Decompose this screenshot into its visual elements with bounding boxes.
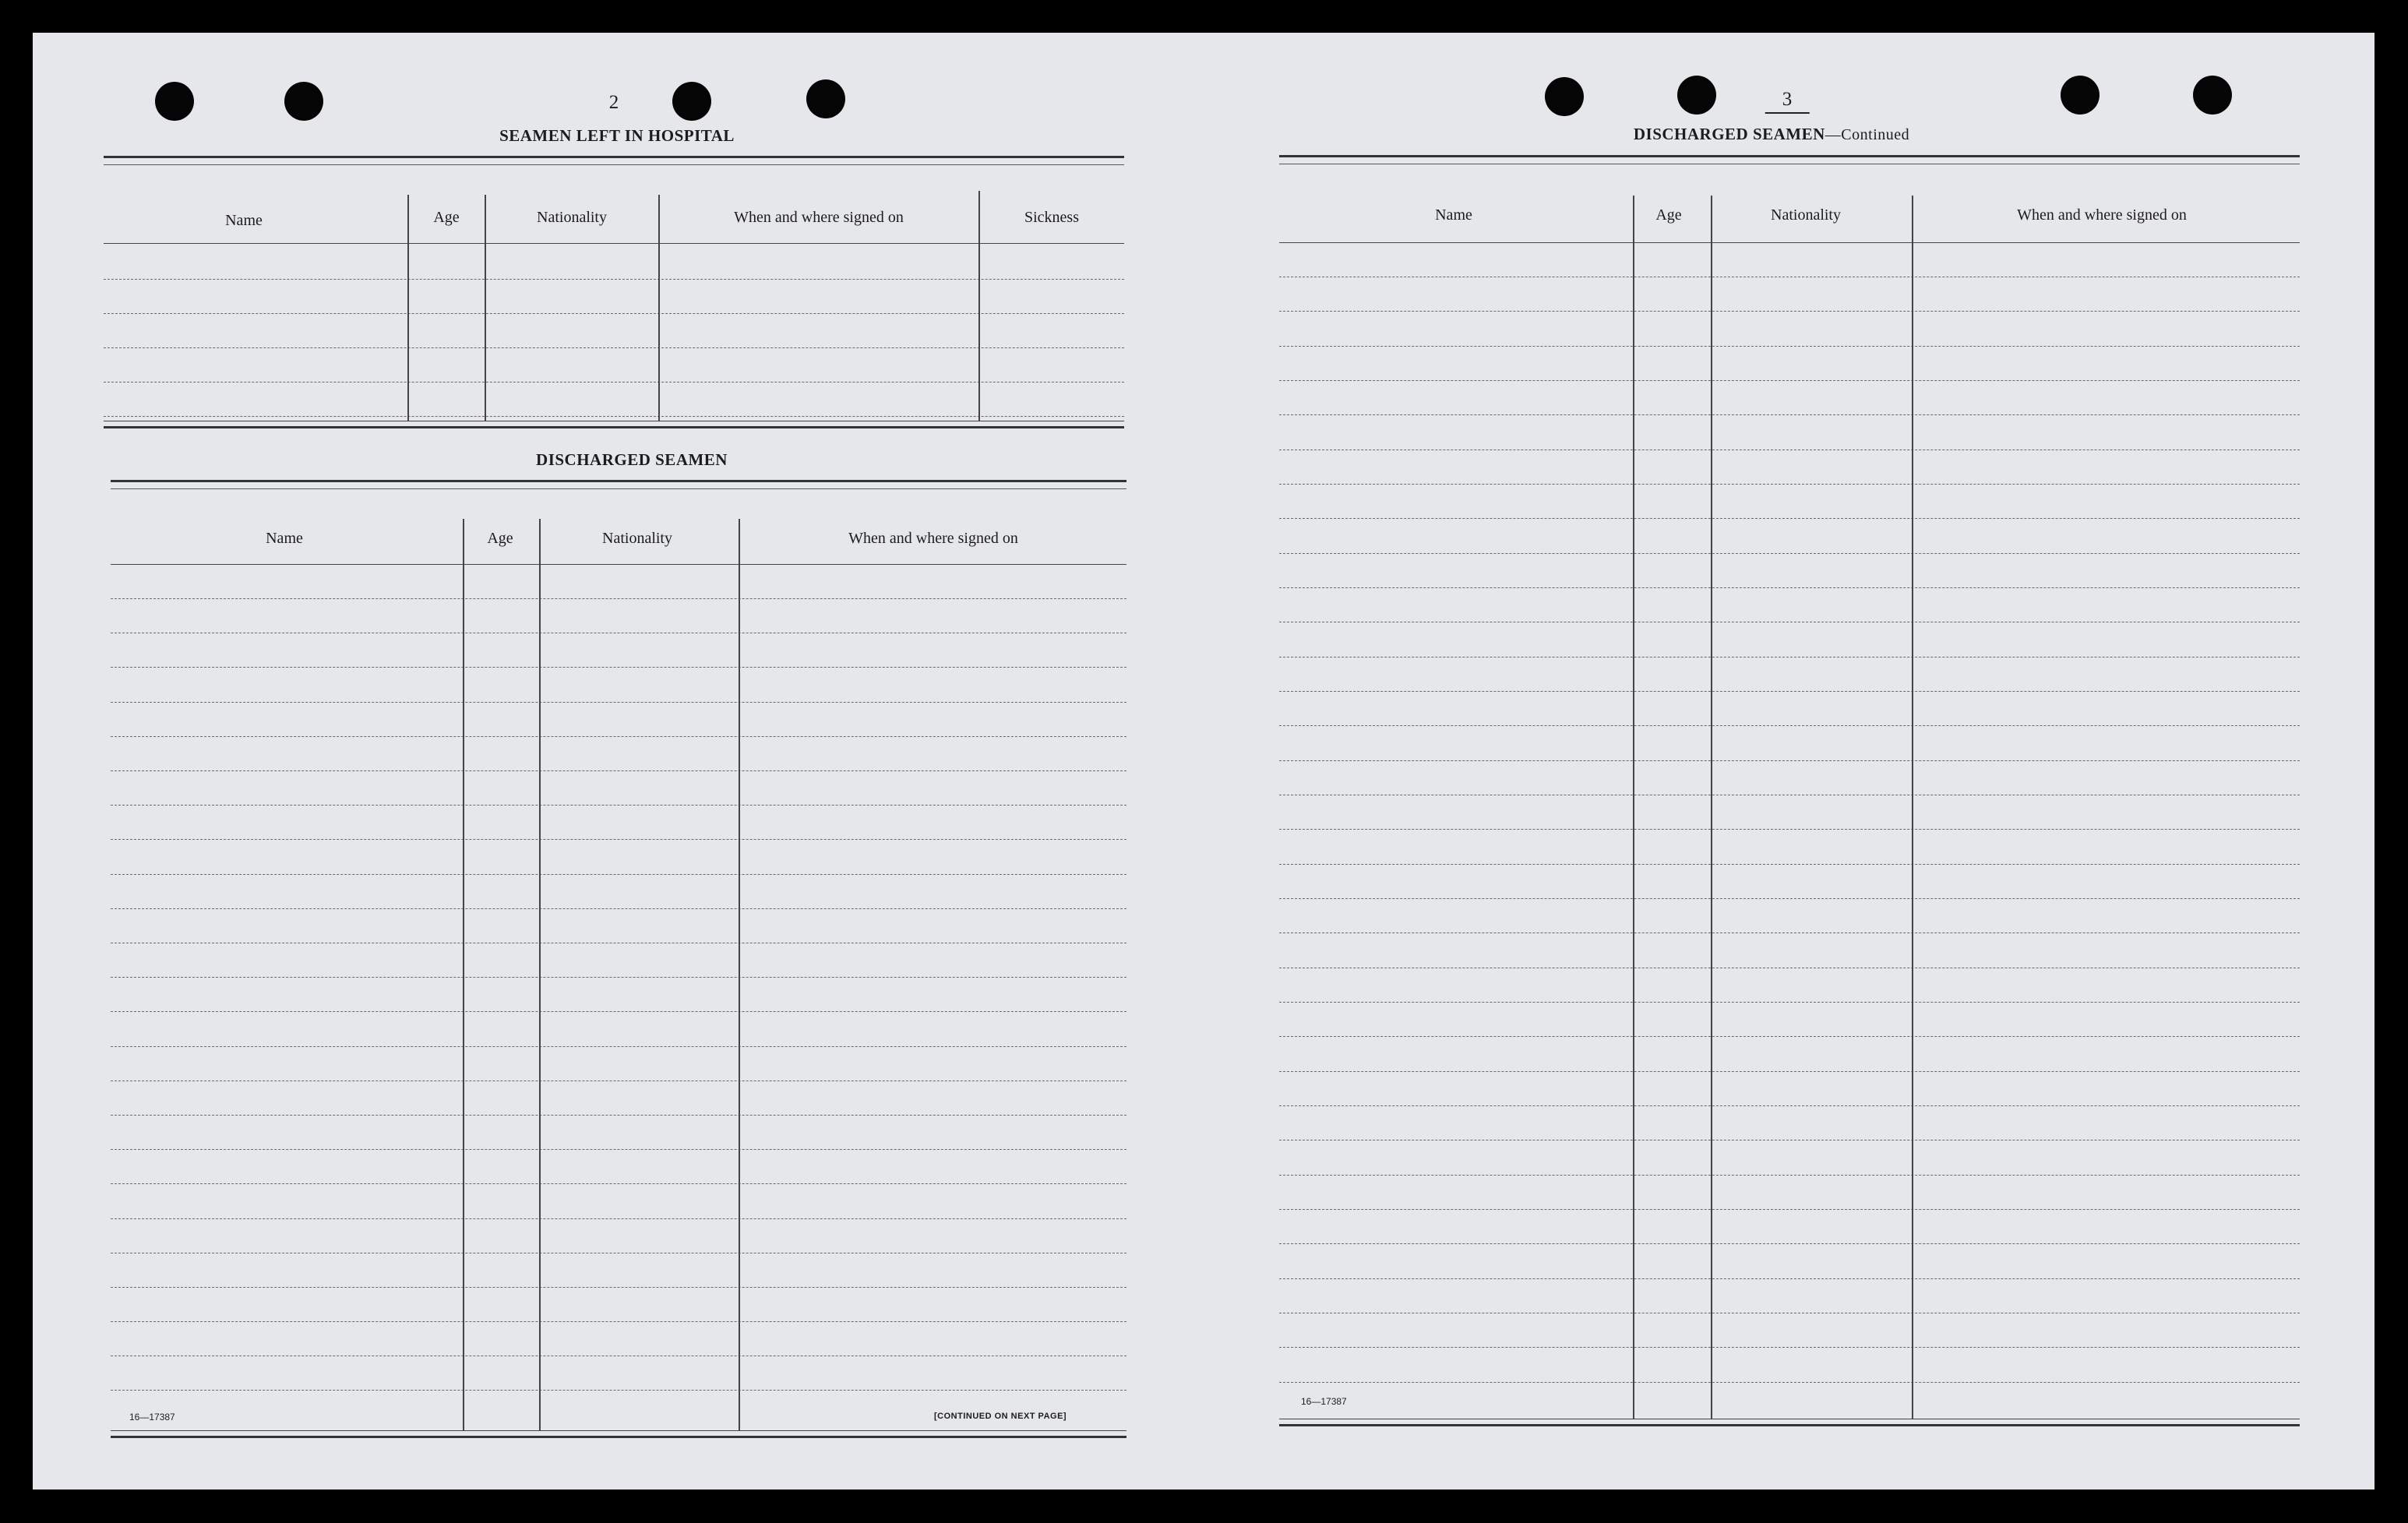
discharged-table	[111, 480, 1126, 1438]
punch-hole	[284, 82, 323, 121]
table-row	[104, 416, 1124, 417]
header-name: Name	[225, 212, 263, 229]
column-divider	[463, 519, 464, 1430]
table-row	[1279, 311, 2300, 312]
table-row	[111, 1115, 1126, 1116]
table-row	[104, 347, 1124, 348]
hospital-table	[104, 156, 1124, 428]
header-rule	[104, 243, 1124, 244]
table-row	[1279, 1278, 2300, 1279]
table-bottom-rule	[104, 421, 1124, 428]
punch-hole	[672, 82, 711, 121]
table-row	[1279, 1071, 2300, 1072]
punch-hole	[1677, 76, 1716, 115]
table-top-rule	[104, 156, 1124, 165]
page-number-right: 3	[1765, 89, 1810, 114]
table-bottom-rule	[1279, 1419, 2300, 1426]
column-divider	[1912, 196, 1913, 1419]
table-row	[1279, 380, 2300, 381]
table-row	[111, 598, 1126, 599]
table-row	[111, 770, 1126, 771]
table-row	[1279, 518, 2300, 519]
table-top-rule	[111, 480, 1126, 489]
table-row	[1279, 760, 2300, 761]
header-nationality: Nationality	[1771, 206, 1841, 224]
header-age: Age	[487, 530, 513, 547]
punch-hole	[1545, 77, 1584, 116]
table-row	[1279, 1105, 2300, 1106]
column-divider	[485, 195, 486, 421]
table-row	[1279, 829, 2300, 830]
column-divider	[1633, 196, 1634, 1419]
header-nationality: Nationality	[602, 530, 672, 547]
header-age: Age	[1655, 206, 1682, 224]
header-rule	[1279, 242, 2300, 243]
discharged-continued-table	[1279, 155, 2300, 1428]
table-row	[111, 839, 1126, 840]
table-row	[1279, 1036, 2300, 1037]
table-row	[1279, 864, 2300, 865]
section-title-hospital: SEAMEN LEFT IN HOSPITAL	[499, 126, 735, 145]
section-title-discharged: DISCHARGED SEAMEN	[536, 450, 728, 469]
table-row	[111, 1011, 1126, 1012]
column-divider	[978, 191, 980, 421]
table-row	[1279, 725, 2300, 726]
continued-note: [CONTINUED ON NEXT PAGE]	[934, 1412, 1067, 1421]
table-row	[1279, 1382, 2300, 1383]
table-row	[1279, 449, 2300, 450]
punch-hole	[2193, 76, 2232, 115]
table-row	[111, 805, 1126, 806]
table-row	[1279, 691, 2300, 692]
form-number-right: 16—17387	[1301, 1396, 1347, 1407]
table-row	[1279, 553, 2300, 554]
header-sickness: Sickness	[1024, 209, 1079, 226]
table-row	[111, 908, 1126, 909]
header-age: Age	[433, 209, 460, 226]
table-row	[1279, 1209, 2300, 1210]
table-row	[1279, 1002, 2300, 1003]
form-number-left: 16—17387	[129, 1412, 175, 1423]
table-top-rule	[1279, 155, 2300, 164]
section-title-suffix: —Continued	[1825, 126, 1910, 143]
table-row	[1279, 1243, 2300, 1244]
table-row	[1279, 414, 2300, 415]
table-row	[1279, 587, 2300, 588]
table-row	[1279, 346, 2300, 347]
table-row	[1279, 932, 2300, 933]
header-signed-on: When and where signed on	[848, 530, 1018, 547]
punch-hole	[155, 82, 194, 121]
column-divider	[539, 519, 541, 1430]
document-sheet	[33, 33, 2375, 1490]
table-row	[111, 1287, 1126, 1288]
table-row	[111, 1218, 1126, 1219]
header-rule	[111, 564, 1126, 565]
header-nationality: Nationality	[537, 209, 607, 226]
table-row	[1279, 1347, 2300, 1348]
table-bottom-rule	[111, 1430, 1126, 1438]
table-row	[1279, 898, 2300, 899]
section-title-text: DISCHARGED SEAMEN	[1633, 125, 1825, 143]
table-row	[104, 313, 1124, 314]
table-row	[111, 667, 1126, 668]
table-row	[111, 977, 1126, 978]
table-row	[111, 874, 1126, 875]
table-row	[1279, 484, 2300, 485]
header-signed-on: When and where signed on	[734, 209, 904, 226]
table-row	[1279, 1175, 2300, 1176]
punch-hole	[2061, 76, 2100, 115]
table-row	[104, 382, 1124, 383]
section-title-discharged-continued	[1634, 125, 1909, 144]
column-divider	[658, 195, 660, 421]
table-row	[111, 1046, 1126, 1047]
page-number-left: 2	[608, 92, 619, 113]
table-row	[111, 1183, 1126, 1184]
header-name: Name	[1435, 206, 1472, 224]
column-divider	[739, 519, 740, 1430]
table-row	[104, 279, 1124, 280]
table-row	[111, 1149, 1126, 1150]
header-name: Name	[266, 530, 303, 547]
table-row	[111, 702, 1126, 703]
column-divider	[1711, 196, 1712, 1419]
table-row	[111, 736, 1126, 737]
table-row	[111, 1321, 1126, 1322]
punch-hole	[806, 79, 845, 118]
column-divider	[407, 195, 409, 421]
table-row	[111, 1390, 1126, 1391]
header-signed-on: When and where signed on	[2017, 206, 2187, 224]
